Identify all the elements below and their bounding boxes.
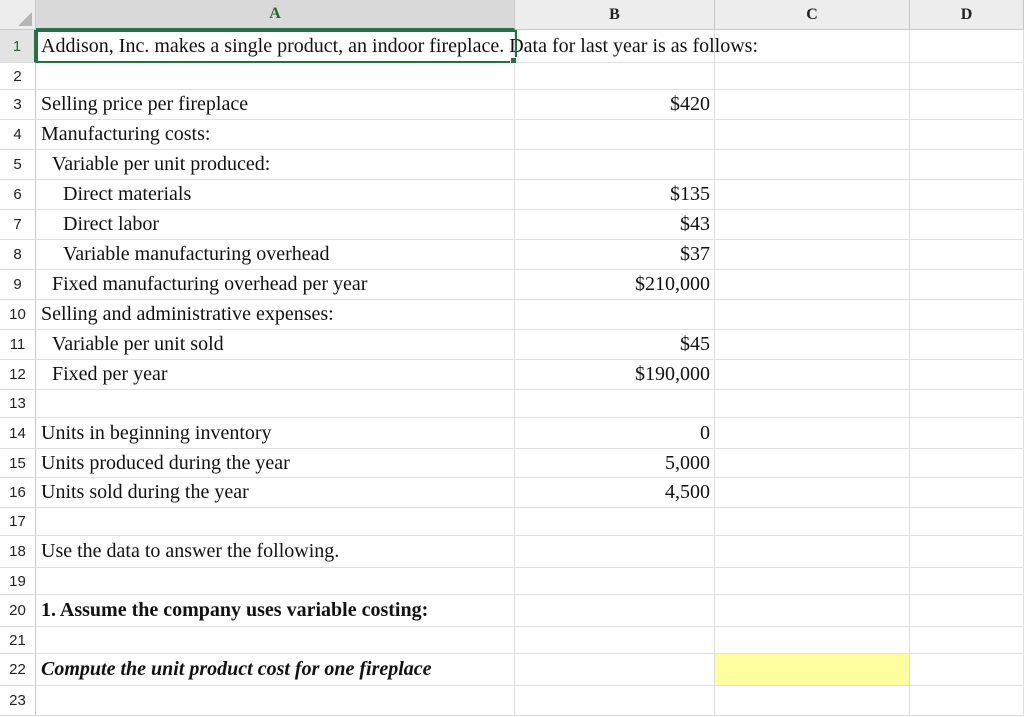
cell-c[interactable]	[715, 300, 910, 330]
table-row	[0, 360, 1024, 390]
row-header[interactable]: 22	[0, 654, 36, 686]
cell-c[interactable]	[715, 360, 910, 390]
table-row	[0, 595, 1024, 627]
cell-d[interactable]	[910, 360, 1024, 390]
cell-d[interactable]	[910, 595, 1024, 627]
cell-b[interactable]	[515, 627, 715, 654]
cell-b[interactable]: $37	[515, 240, 715, 270]
row-header[interactable]: 9	[0, 270, 36, 300]
table-row	[0, 120, 1024, 150]
row-header[interactable]: 17	[0, 508, 36, 536]
table-row	[0, 508, 1024, 536]
table-row	[0, 390, 1024, 418]
cell-d[interactable]	[910, 180, 1024, 210]
cell-d[interactable]	[910, 627, 1024, 654]
row-header[interactable]: 12	[0, 360, 36, 390]
column-header-b[interactable]: B	[515, 0, 715, 30]
cell-a[interactable]: Fixed per year	[36, 360, 515, 390]
row-header[interactable]: 1	[0, 30, 36, 63]
row-header[interactable]: 14	[0, 418, 36, 449]
table-row	[0, 654, 1024, 686]
cell-a[interactable]: Compute the unit product cost for one fireplace	[36, 654, 515, 686]
cell-d[interactable]	[910, 270, 1024, 300]
cell-b[interactable]	[515, 390, 715, 418]
column-header-a[interactable]: A	[36, 0, 515, 30]
cell-c[interactable]	[715, 686, 910, 716]
cell-d[interactable]	[910, 90, 1024, 120]
table-row	[0, 180, 1024, 210]
row-header[interactable]: 5	[0, 150, 36, 180]
cell-a[interactable]: Units produced during the year	[36, 449, 515, 478]
row-header[interactable]: 16	[0, 478, 36, 508]
answer-input-cell[interactable]	[715, 654, 910, 686]
cell-b[interactable]	[515, 30, 715, 63]
cell-d[interactable]	[910, 150, 1024, 180]
cell-b[interactable]	[515, 536, 715, 568]
table-row	[0, 270, 1024, 300]
fill-handle[interactable]	[510, 57, 517, 64]
table-row	[0, 150, 1024, 180]
cell-b[interactable]: 4,500	[515, 478, 715, 508]
cell-b[interactable]	[515, 120, 715, 150]
row-header[interactable]: 6	[0, 180, 36, 210]
cell-a[interactable]: Direct materials	[36, 180, 515, 210]
cell-a[interactable]: Direct labor	[36, 210, 515, 240]
cell-b[interactable]	[515, 568, 715, 595]
cell-c[interactable]	[715, 30, 910, 63]
select-all-triangle-icon[interactable]	[18, 12, 32, 26]
select-all-corner[interactable]	[0, 0, 36, 30]
cell-a[interactable]: Addison, Inc. makes a single product, an indoor fireplace. Data for last year is as follows:	[36, 30, 515, 63]
cell-c[interactable]	[715, 595, 910, 627]
cell-a[interactable]: Variable per unit sold	[36, 330, 515, 360]
cell-d[interactable]	[910, 568, 1024, 595]
cell-a[interactable]	[36, 686, 515, 716]
cell-a[interactable]	[36, 390, 515, 418]
row-header[interactable]: 21	[0, 627, 36, 654]
row-header[interactable]: 20	[0, 595, 36, 627]
cell-d[interactable]	[910, 30, 1024, 63]
cell-b[interactable]: $43	[515, 210, 715, 240]
column-header-d[interactable]: D	[910, 0, 1024, 30]
cell-d[interactable]	[910, 508, 1024, 536]
cell-a[interactable]: Use the data to answer the following.	[36, 536, 515, 568]
cell-b[interactable]	[515, 595, 715, 627]
row-header[interactable]: 2	[0, 63, 36, 90]
cell-b[interactable]	[515, 63, 715, 90]
row-header[interactable]: 11	[0, 330, 36, 360]
table-row	[0, 449, 1024, 478]
cell-b[interactable]	[515, 150, 715, 180]
cell-c[interactable]	[715, 270, 910, 300]
cell-c[interactable]	[715, 90, 910, 120]
cell-a[interactable]: Fixed manufacturing overhead per year	[36, 270, 515, 300]
cell-c[interactable]	[715, 478, 910, 508]
cell-c[interactable]	[715, 390, 910, 418]
cell-d[interactable]	[910, 686, 1024, 716]
cell-a[interactable]: Units sold during the year	[36, 478, 515, 508]
cell-b[interactable]: $420	[515, 90, 715, 120]
cell-c[interactable]	[715, 150, 910, 180]
cell-b[interactable]	[515, 508, 715, 536]
cell-a[interactable]: Manufacturing costs:	[36, 120, 515, 150]
row-header[interactable]: 13	[0, 390, 36, 418]
table-row	[0, 686, 1024, 716]
cell-d[interactable]	[910, 300, 1024, 330]
cell-c[interactable]	[715, 120, 910, 150]
cell-c[interactable]	[715, 627, 910, 654]
cell-b[interactable]: $135	[515, 180, 715, 210]
cell-d[interactable]	[910, 210, 1024, 240]
table-row	[0, 240, 1024, 270]
row-header[interactable]: 10	[0, 300, 36, 330]
row-header[interactable]: 8	[0, 240, 36, 270]
cell-d[interactable]	[910, 63, 1024, 90]
cell-c[interactable]	[715, 180, 910, 210]
cell-a[interactable]: Variable per unit produced:	[36, 150, 515, 180]
table-row	[0, 300, 1024, 330]
row-header[interactable]: 3	[0, 90, 36, 120]
table-row	[0, 568, 1024, 595]
cell-d[interactable]	[910, 478, 1024, 508]
table-row	[0, 627, 1024, 654]
table-row	[0, 210, 1024, 240]
table-row	[0, 536, 1024, 568]
table-row	[0, 90, 1024, 120]
cell-c[interactable]	[715, 418, 910, 449]
cell-d[interactable]	[910, 390, 1024, 418]
cell-b[interactable]: $190,000	[515, 360, 715, 390]
cell-d[interactable]	[910, 120, 1024, 150]
cell-b[interactable]	[515, 654, 715, 686]
cell-c[interactable]	[715, 536, 910, 568]
cell-a[interactable]: Variable manufacturing overhead	[36, 240, 515, 270]
cell-b[interactable]: $45	[515, 330, 715, 360]
cell-b[interactable]: 5,000	[515, 449, 715, 478]
cell-d[interactable]	[910, 418, 1024, 449]
cell-b[interactable]: $210,000	[515, 270, 715, 300]
row-header[interactable]: 18	[0, 536, 36, 568]
cell-d[interactable]	[910, 449, 1024, 478]
row-header[interactable]: 15	[0, 449, 36, 478]
cell-a[interactable]	[36, 508, 515, 536]
cell-a[interactable]	[36, 627, 515, 654]
cell-a[interactable]	[36, 568, 515, 595]
cell-a[interactable]	[36, 63, 515, 90]
cell-c[interactable]	[715, 240, 910, 270]
cell-a[interactable]: Selling price per fireplace	[36, 90, 515, 120]
cell-d[interactable]	[910, 240, 1024, 270]
cell-d[interactable]	[910, 330, 1024, 360]
cell-c[interactable]	[715, 568, 910, 595]
table-row	[0, 330, 1024, 360]
cell-c[interactable]	[715, 330, 910, 360]
row-header[interactable]: 7	[0, 210, 36, 240]
row-header[interactable]: 19	[0, 568, 36, 595]
cell-a[interactable]: Selling and administrative expenses:	[36, 300, 515, 330]
cell-b[interactable]	[515, 686, 715, 716]
cell-a[interactable]: 1. Assume the company uses variable costing:	[36, 595, 515, 627]
cell-a[interactable]: Units in beginning inventory	[36, 418, 515, 449]
table-row	[0, 478, 1024, 508]
table-row	[0, 418, 1024, 449]
cell-b[interactable]: 0	[515, 418, 715, 449]
cell-d[interactable]	[910, 536, 1024, 568]
column-header-c[interactable]: C	[715, 0, 910, 30]
row-header[interactable]: 4	[0, 120, 36, 150]
cell-c[interactable]	[715, 449, 910, 478]
table-row	[0, 63, 1024, 90]
row-header[interactable]: 23	[0, 686, 36, 716]
cell-d[interactable]	[910, 654, 1024, 686]
cell-c[interactable]	[715, 210, 910, 240]
cell-c[interactable]	[715, 508, 910, 536]
cell-b[interactable]	[515, 300, 715, 330]
cell-c[interactable]	[715, 63, 910, 90]
